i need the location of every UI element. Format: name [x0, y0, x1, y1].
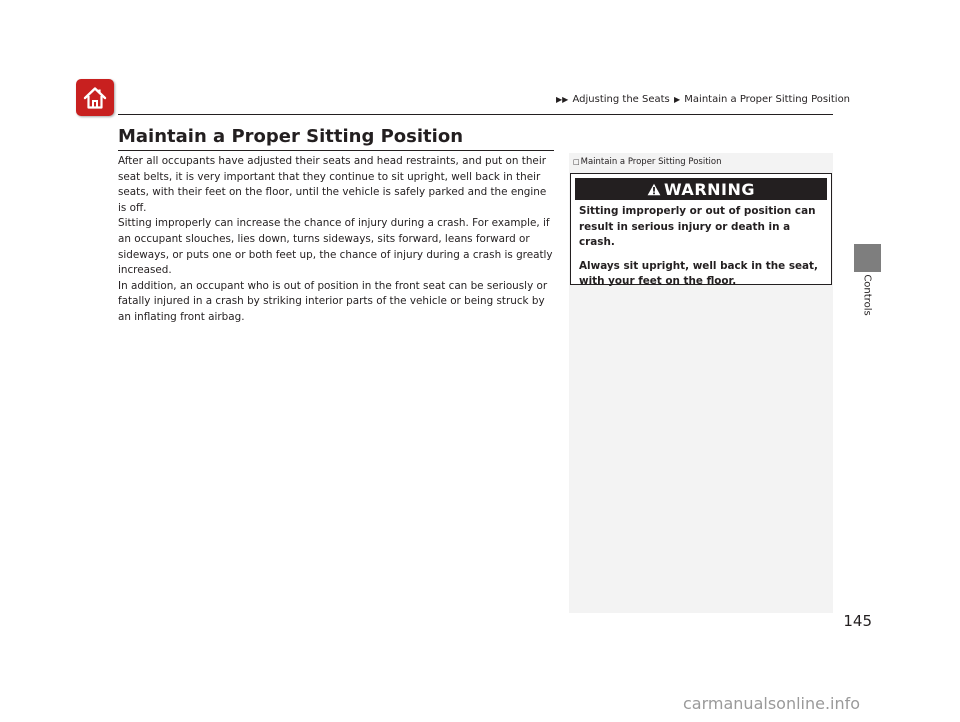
warning-text [579, 204, 825, 298]
breadcrumb [555, 94, 851, 105]
sidebar-title-text: Maintain a Proper Sitting Position [580, 157, 722, 167]
body-paragraph: In addition, an occupant who is out of position in the front seat can be seriously or fatally injured in a crash by striking interior parts of the vehicle or being struck by an inflating front airbag. [118, 279, 548, 323]
page-title: Maintain a Proper Sitting Position [118, 126, 464, 147]
section-tab-label: Controls [861, 274, 873, 316]
home-icon [82, 85, 108, 111]
triangle-right-icon: ▶▶ [556, 95, 569, 104]
warning-box [570, 173, 832, 285]
body-text [118, 154, 554, 326]
warning-line: Always sit upright, well back in the seat, with your feet on the floor. [579, 259, 818, 287]
page-number: 145 [843, 612, 872, 630]
body-paragraph: Sitting improperly can increase the chance of injury during a crash. For example, if an occupant slouches, lies down, turns sideways, sits forward, leans forward or sideways, or puts one or both feet up, the chance of injury during a crash is greatly increased. [118, 217, 553, 277]
breadcrumb-current[interactable]: Maintain a Proper Sitting Position [684, 94, 851, 105]
sidebar-title [573, 157, 722, 167]
sidebar-note [569, 153, 833, 613]
title-divider [118, 150, 554, 151]
breadcrumb-section[interactable]: Adjusting the Seats [572, 94, 670, 105]
triangle-right-icon: ▶ [673, 95, 681, 104]
watermark: carmanualsonline.info [683, 694, 861, 713]
warning-triangle-icon [647, 183, 661, 196]
warning-header [575, 178, 827, 200]
reference-marker-icon: □ [573, 158, 580, 166]
warning-line: Sitting improperly or out of position can result in serious injury or death in a crash. [579, 205, 816, 248]
warning-label: WARNING [664, 179, 755, 199]
header-divider [118, 114, 833, 115]
section-tab[interactable] [854, 244, 881, 272]
home-button[interactable] [76, 79, 114, 116]
body-paragraph: After all occupants have adjusted their seats and head restraints, and put on their seat belts, it is very important that they continue to sit upright, well back in their seats, with their feet on the floor, until the vehicle is safely parked and the engine is off. [118, 155, 547, 214]
